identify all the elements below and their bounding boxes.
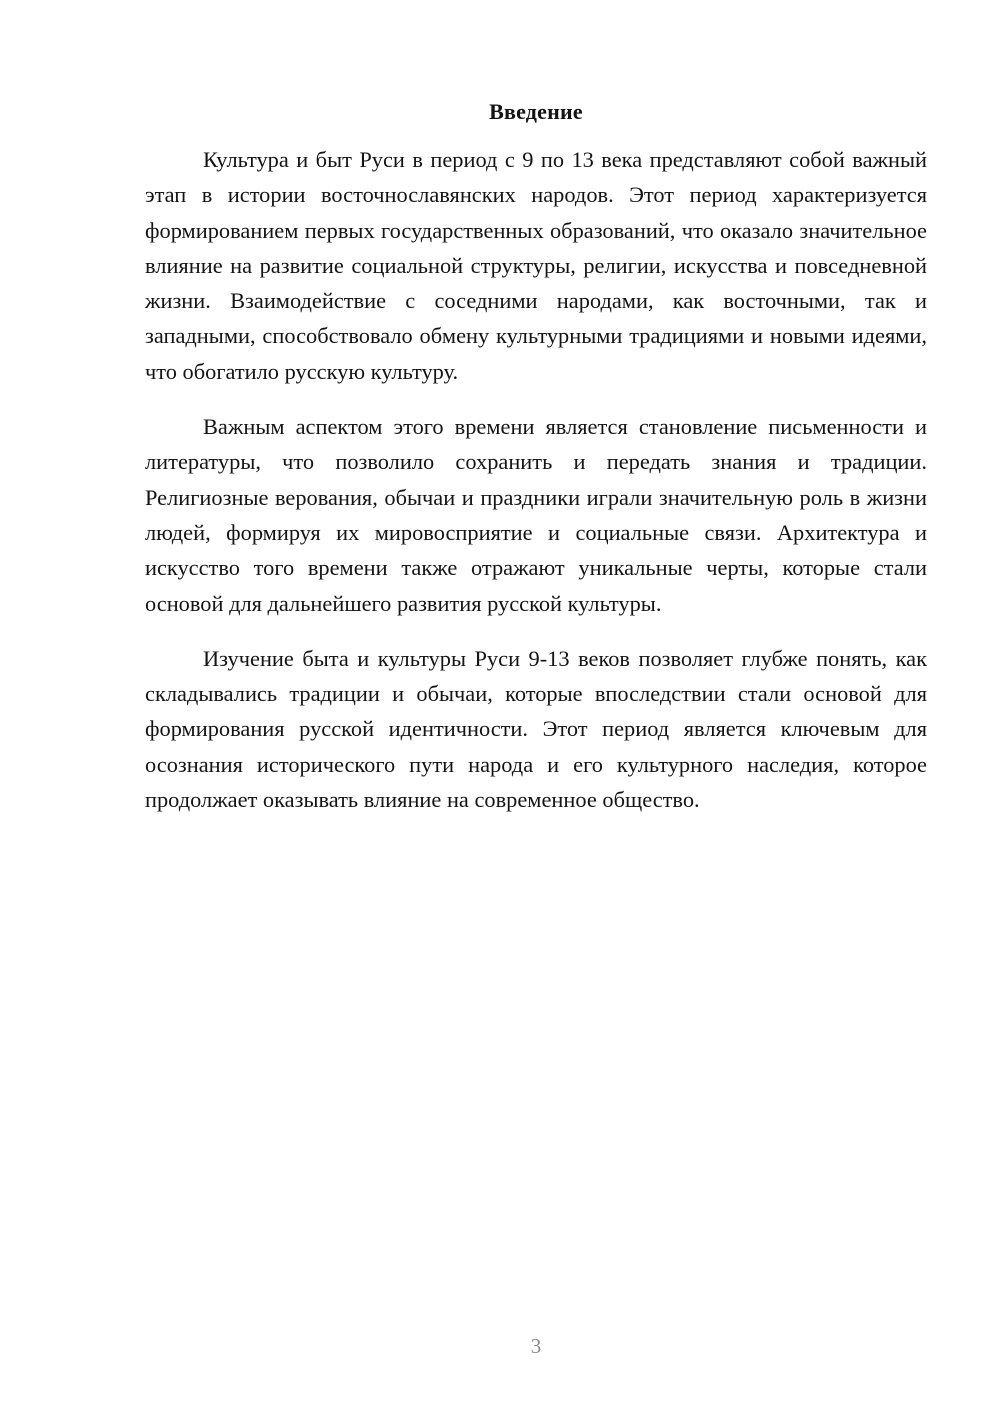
paragraph-2: Важным аспектом этого времени является становление письменности и литературы, что позволило сохранить и передать знания и традиции. Религиозные верования, обычаи и праздники играли значительную роль в жизни людей, формируя их мировосприятие и социальные связи. Архитектура и искусство того времени также отражают уникальные черты, которые стали основой для дальнейшего развития русской культуры. — [145, 414, 927, 616]
section-heading: Введение — [489, 99, 583, 124]
page-number: 3 — [530, 1334, 542, 1358]
page-content — [145, 95, 927, 817]
paragraph-1: Культура и быт Руси в период с 9 по 13 века представляют собой важный этап в истории восточнославянских народов. Этот период характеризуется формированием первых государственных образований, что оказало значительное влияние на развитие социальной структуры, религии, искусства и повседневной жизни. Взаимодействие с соседними народами, как восточными, так и западными, способствовало обмену культурными традициями и новыми идеями, что обогатило русскую культуру. — [145, 147, 927, 384]
paragraph-3: Изучение быта и культуры Руси 9-13 веков позволяет глубже понять, как складывались традиции и обычаи, которые впоследствии стали основой для формирования русской идентичности. Этот период является ключевым для осознания исторического пути народа и его культурного наследия, которое продолжает оказывать влияние на современное общество. — [145, 645, 927, 813]
